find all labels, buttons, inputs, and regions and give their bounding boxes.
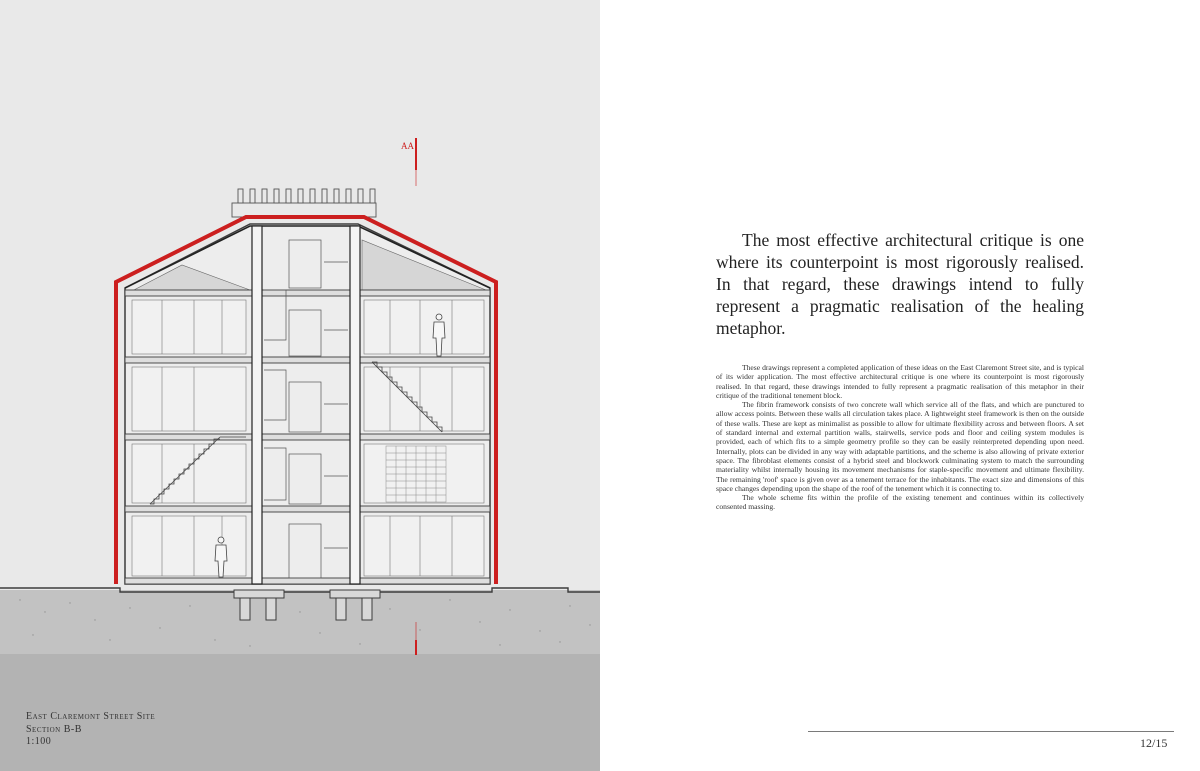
text-panel <box>600 0 1200 771</box>
chimney-stack <box>232 189 376 217</box>
body-paragraph-1: These drawings represent a completed application of these ideas on the East Claremont Street site, and is typical of its wider application. The most effective architectural critique is one where its counterpoint is most rigorously realised. In that regard, these drawings intended to fully represent a pragmatic realisation of this metaphor in their critique of the traditional tenement block. <box>716 363 1084 400</box>
body-paragraph-2: The fibrin framework consists of two concrete wall which service all of the flats, and which are punctured to allow access points. Between these walls all circulation takes place. A lightweight steel framework is then on the outside of these walls. These are kept as minimalist as possible to allow for ultimate flexibility across and between floors. A set of standard internal and external partition walls, stairwells, service pods and floor and ceiling system modules is provided, each of which fits to a simple geometry profile so they can be easily reinterpreted depending upon need. Internally, plots can be divided in any way with adaptable partitions, and the scheme is also allowing of private exterior space. The fibroblast elements consist of a hybrid steel and blockwork culminating system to match the surrounding materiality whilst internally housing its movement mechanisms for staple-specific movement and ultimate flexibility. The remaining 'roof' space is given over as a tenement terrace for the inhabitants. The exact size and dimensions of this space changes depending upon the shape of the roof of the tenement which it is connecting to. <box>716 400 1084 493</box>
ground-surface-band <box>0 590 600 654</box>
drawing-caption <box>26 711 155 749</box>
section-marker-label: AA <box>401 141 414 151</box>
footer-rule <box>808 731 1174 732</box>
body-text <box>716 363 1084 512</box>
caption-scale: 1:100 <box>26 736 52 747</box>
page-number: 12/15 <box>1140 736 1168 750</box>
caption-site: East Claremont Street Site <box>26 711 156 722</box>
pull-quote: The most effective architectural critique is one where its counterpoint is most rigorously realised. In that regard, these drawings intend to fully represent a pragmatic realisation of the healing metaphor. <box>716 230 1084 338</box>
caption-section: Section B-B <box>26 723 82 735</box>
body-paragraph-3: The whole scheme fits within the profile of the existing tenement and continues within its collectively consented massing. <box>716 493 1084 512</box>
